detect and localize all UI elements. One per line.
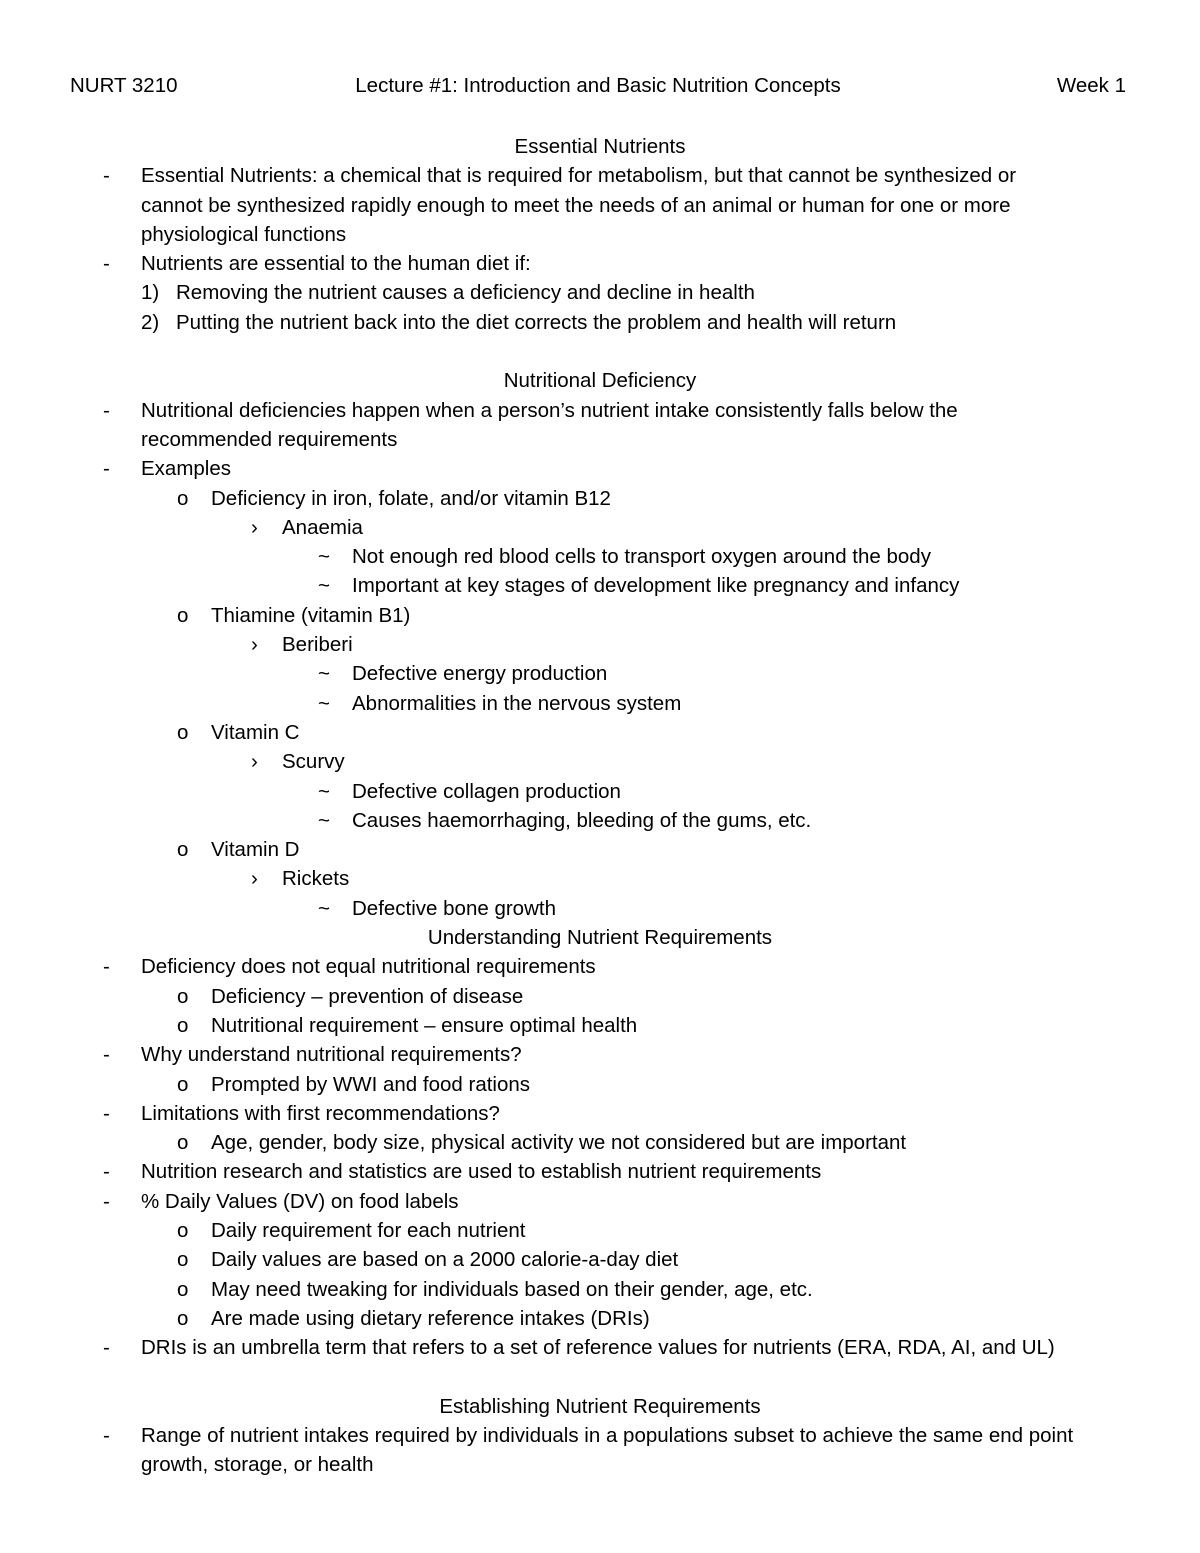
- list-number: 1): [141, 281, 160, 305]
- item-text: Beriberi: [282, 633, 353, 657]
- item-text: Nutritional deficiencies happen when a person’s nutrient intake consistently falls below the: [141, 398, 958, 422]
- item-text: Vitamin C: [211, 720, 300, 744]
- tilde-bullet-marker: ~: [318, 574, 330, 598]
- dash-bullet-marker: -: [103, 1160, 110, 1184]
- tilde-bullet-marker: ~: [318, 691, 330, 715]
- item-text: Deficiency – prevention of disease: [211, 984, 524, 1008]
- sub-bullet-item: [0, 1070, 1200, 1099]
- dash-bullet-marker: -: [103, 1101, 110, 1125]
- bullet-item: [0, 1157, 1200, 1186]
- sub-bullet-item: [0, 484, 1200, 513]
- item-text: Abnormalities in the nervous system: [352, 691, 682, 715]
- dash-bullet-marker: -: [103, 1424, 110, 1448]
- item-text: Range of nutrient intakes required by individuals in a populations subset to achieve the same end point: [141, 1424, 1074, 1448]
- dash-bullet-marker: -: [103, 398, 110, 422]
- bullet-item: [0, 396, 1200, 425]
- arrow-bullet-marker: ›: [251, 867, 258, 891]
- week-label: Week 1: [1056, 74, 1126, 97]
- item-text: Defective bone growth: [352, 896, 556, 920]
- circle-bullet-marker: o: [177, 720, 189, 744]
- detail-bullet-item: [0, 542, 1200, 571]
- sub-sub-bullet-item: [0, 513, 1200, 542]
- page-header: [70, 74, 1126, 100]
- section-heading: Nutritional Deficiency: [503, 369, 697, 393]
- bullet-item-continuation: [0, 191, 1200, 220]
- bullet-item: [0, 1099, 1200, 1128]
- section-heading: Essential Nutrients: [514, 135, 686, 158]
- item-text: Why understand nutritional requirements?: [141, 1043, 522, 1067]
- item-text: Thiamine (vitamin B1): [211, 603, 411, 627]
- sub-bullet-item: [0, 718, 1200, 747]
- item-text: Prompted by WWI and food rations: [211, 1072, 531, 1096]
- list-number: 2): [141, 310, 160, 334]
- bullet-item-continuation: [0, 425, 1200, 454]
- item-text: % Daily Values (DV) on food labels: [141, 1189, 459, 1213]
- tilde-bullet-marker: ~: [318, 808, 330, 832]
- item-text: Examples: [141, 457, 232, 481]
- item-text: physiological functions: [141, 222, 347, 246]
- bullet-item: [0, 454, 1200, 483]
- numbered-item: [0, 308, 1200, 337]
- item-text: Nutritional requirement – ensure optimal health: [211, 1013, 638, 1037]
- detail-bullet-item: [0, 571, 1200, 600]
- tilde-bullet-marker: ~: [318, 896, 330, 920]
- spacer: [0, 337, 1200, 366]
- spacer: [0, 1362, 1200, 1391]
- item-text: Daily requirement for each nutrient: [211, 1218, 526, 1242]
- dash-bullet-marker: -: [103, 1189, 110, 1213]
- dash-bullet-marker: -: [103, 252, 110, 276]
- sub-sub-bullet-item: [0, 630, 1200, 659]
- circle-bullet-marker: o: [177, 486, 189, 510]
- bullet-item: [0, 1421, 1200, 1450]
- item-text: Removing the nutrient causes a deficiency and decline in health: [176, 281, 755, 305]
- item-text: Vitamin D: [211, 838, 300, 862]
- bullet-item-continuation: [0, 220, 1200, 249]
- item-text: Defective energy production: [352, 662, 608, 686]
- circle-bullet-marker: o: [177, 1277, 189, 1301]
- item-text: Not enough red blood cells to transport oxygen around the body: [352, 545, 931, 569]
- tilde-bullet-marker: ~: [318, 545, 330, 569]
- circle-bullet-marker: o: [177, 1131, 189, 1155]
- item-text: Putting the nutrient back into the diet corrects the problem and health will return: [176, 310, 897, 334]
- item-text: recommended requirements: [141, 427, 398, 451]
- item-text: Age, gender, body size, physical activity we not considered but are important: [211, 1131, 907, 1155]
- item-text: Limitations with first recommendations?: [141, 1101, 500, 1125]
- dash-bullet-marker: -: [103, 955, 110, 979]
- detail-bullet-item: [0, 689, 1200, 718]
- bullet-item: [0, 161, 1200, 190]
- arrow-bullet-marker: ›: [251, 750, 258, 774]
- section-heading: Understanding Nutrient Requirements: [427, 926, 773, 950]
- bullet-item: [0, 1187, 1200, 1216]
- circle-bullet-marker: o: [177, 1248, 189, 1272]
- dash-bullet-marker: -: [103, 164, 110, 188]
- arrow-bullet-marker: ›: [251, 515, 258, 539]
- circle-bullet-marker: o: [177, 984, 189, 1008]
- bullet-item: [0, 249, 1200, 278]
- sub-bullet-item: [0, 1304, 1200, 1333]
- circle-bullet-marker: o: [177, 1072, 189, 1096]
- numbered-item: [0, 278, 1200, 307]
- item-text: Daily values are based on a 2000 calorie-a-day diet: [211, 1248, 679, 1272]
- item-text: Important at key stages of development like pregnancy and infancy: [352, 574, 960, 598]
- dash-bullet-marker: -: [103, 1336, 110, 1360]
- circle-bullet-marker: o: [177, 838, 189, 862]
- sub-bullet-item: [0, 1216, 1200, 1245]
- item-text: Defective collagen production: [352, 779, 621, 803]
- item-text: Essential Nutrients: a chemical that is required for metabolism, but that cannot be synthesized or: [141, 164, 1017, 188]
- item-text: Anaemia: [282, 515, 363, 539]
- item-text: Deficiency in iron, folate, and/or vitamin B12: [211, 486, 611, 510]
- item-text: growth, storage, or health: [141, 1453, 374, 1477]
- tilde-bullet-marker: ~: [318, 779, 330, 803]
- item-text: cannot be synthesized rapidly enough to meet the needs of an animal or human for one or more: [141, 193, 1011, 217]
- detail-bullet-item: [0, 894, 1200, 923]
- item-text: Nutrition research and statistics are used to establish nutrient requirements: [141, 1160, 822, 1184]
- item-text: Causes haemorrhaging, bleeding of the gums, etc.: [352, 808, 812, 832]
- bullet-item: [0, 1333, 1200, 1362]
- bullet-item: [0, 952, 1200, 981]
- circle-bullet-marker: o: [177, 1306, 189, 1330]
- item-text: Deficiency does not equal nutritional requirements: [141, 955, 596, 979]
- detail-bullet-item: [0, 659, 1200, 688]
- dash-bullet-marker: -: [103, 1043, 110, 1067]
- document-body: [0, 132, 1200, 1480]
- item-text: Scurvy: [282, 750, 345, 774]
- tilde-bullet-marker: ~: [318, 662, 330, 686]
- lecture-title: Lecture #1: Introduction and Basic Nutrition Concepts: [355, 74, 841, 97]
- detail-bullet-item: [0, 806, 1200, 835]
- sub-sub-bullet-item: [0, 747, 1200, 776]
- course-code: NURT 3210: [70, 74, 178, 97]
- bullet-item: [0, 1040, 1200, 1069]
- item-text: Rickets: [282, 867, 350, 891]
- item-text: May need tweaking for individuals based on their gender, age, etc.: [211, 1277, 813, 1301]
- detail-bullet-item: [0, 777, 1200, 806]
- sub-bullet-item: [0, 1128, 1200, 1157]
- item-text: DRIs is an umbrella term that refers to a set of reference values for nutrients (ERA, RDA, AI, and UL): [141, 1336, 1055, 1360]
- item-text: Are made using dietary reference intakes (DRIs): [211, 1306, 650, 1330]
- circle-bullet-marker: o: [177, 1218, 189, 1242]
- arrow-bullet-marker: ›: [251, 633, 258, 657]
- circle-bullet-marker: o: [177, 1013, 189, 1037]
- sub-bullet-item: [0, 1011, 1200, 1040]
- sub-sub-bullet-item: [0, 864, 1200, 893]
- section-heading: Establishing Nutrient Requirements: [439, 1394, 761, 1418]
- item-text: Nutrients are essential to the human diet if:: [141, 252, 531, 276]
- sub-bullet-item: [0, 835, 1200, 864]
- sub-bullet-item: [0, 601, 1200, 630]
- dash-bullet-marker: -: [103, 457, 110, 481]
- circle-bullet-marker: o: [177, 603, 189, 627]
- sub-bullet-item: [0, 1245, 1200, 1274]
- sub-bullet-item: [0, 1275, 1200, 1304]
- bullet-item-continuation: [0, 1450, 1200, 1479]
- sub-bullet-item: [0, 982, 1200, 1011]
